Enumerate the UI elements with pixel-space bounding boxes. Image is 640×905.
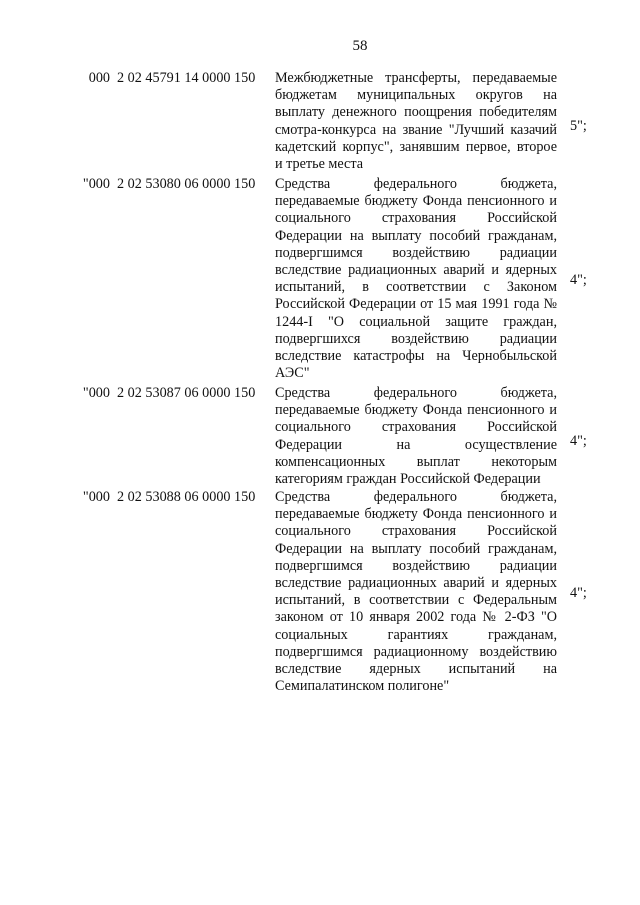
row-amount: 4";: [570, 272, 587, 288]
page-number: 58: [352, 38, 368, 54]
table-row: [0, 70, 640, 174]
table-row: [0, 385, 640, 489]
budget-code: 2 02 53080 06 0000 150: [117, 176, 256, 192]
budget-code: 2 02 53088 06 0000 150: [117, 489, 256, 505]
row-description: Средства федерального бюджета, передаваемые бюджету Фонда пенсионного и социального страхования Российской Федерации на осуществление компенсационных выплат некоторым категориям граждан Российской Федерации: [275, 385, 557, 488]
row-amount: 4";: [570, 585, 587, 601]
row-amount: 5";: [570, 118, 587, 134]
admin-code: "000: [82, 385, 110, 401]
budget-code: 2 02 45791 14 0000 150: [117, 70, 256, 86]
row-description: Средства федерального бюджета, передаваемые бюджету Фонда пенсионного и социального страхования Российской Федерации на выплату пособий гражданам, подвергшимся воздействию радиации вследствие радиационных аварий и ядерных испытаний, в соответствии с Федеральным законом от 10 января 2002 года № 2-ФЗ "О социальных гарантиях гражданам, подвергшимся радиационному воздействию вследствие ядерных испытаний на Семипалатинском полигоне": [275, 489, 557, 695]
table-row: [0, 489, 640, 705]
admin-code: "000: [82, 176, 110, 192]
row-description: Межбюджетные трансферты, передаваемые бюджетам муниципальных округов на выплату денежного поощрения победителям смотра-конкурса на звание "Лучший казачий кадетский корпус", занявшим первое, второе и третье места: [275, 70, 557, 173]
admin-code: "000: [82, 489, 110, 505]
row-amount: 4";: [570, 433, 587, 449]
admin-code: 000: [88, 70, 110, 86]
budget-code: 2 02 53087 06 0000 150: [117, 385, 256, 401]
table-row: [0, 176, 640, 384]
row-description: Средства федерального бюджета, передаваемые бюджету Фонда пенсионного и социального страхования Российской Федерации на выплату пособий гражданам, подвергшимся воздействию радиации вследствие радиационных аварий и ядерных испытаний, в соответствии с Законом Российской Федерации от 15 мая 1991 года № 1244-I "О социальной защите граждан, подвергшихся воздействию радиации вследствие катастрофы на Чернобыльской АЭС": [275, 176, 557, 382]
